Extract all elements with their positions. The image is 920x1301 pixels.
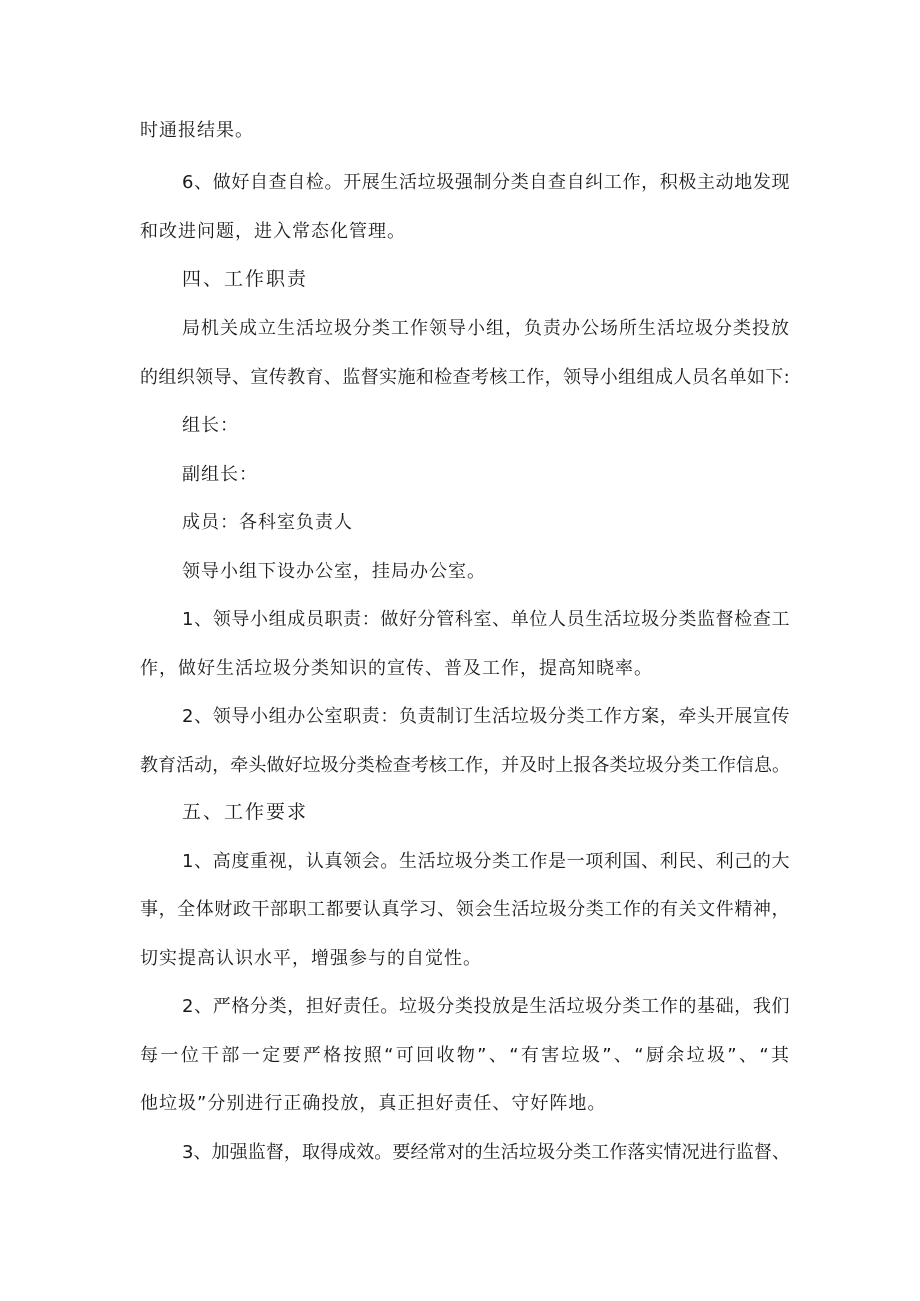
- paragraph-line: 作，做好生活垃圾分类知识的宣传、普及工作，提高知晓率。: [140, 658, 653, 679]
- paragraph-line: 1、领导小组成员职责：做好分管科室、单位人员生活垃圾分类监督检查工: [182, 609, 790, 630]
- paragraph-line: 的组织领导、宣传教育、监督实施和检查考核工作，领导小组组成人员名单如下:: [140, 367, 790, 388]
- paragraph-line: 切实提高认识水平，增强参与的自觉性。: [140, 948, 482, 969]
- paragraph-line: 1、高度重视，认真领会。生活垃圾分类工作是一项利国、利民、利己的大: [182, 851, 790, 872]
- paragraph-line: 局机关成立生活垃圾分类工作领导小组，负责办公场所生活垃圾分类投放: [182, 318, 790, 339]
- paragraph-line: 成员：各科室负责人: [182, 512, 353, 533]
- paragraph-line: 组长：: [182, 415, 239, 436]
- paragraph-line: 事，全体财政干部职工都要认真学习、领会生活垃圾分类工作的有关文件精神，: [140, 899, 790, 920]
- section-heading: 五、工作要求: [182, 801, 309, 823]
- paragraph-line: 2、领导小组办公室职责：负责制订生活垃圾分类工作方案，牵头开展宣传: [182, 706, 790, 727]
- paragraph-line: 副组长：: [182, 464, 258, 485]
- section-heading: 四、工作职责: [182, 268, 309, 290]
- paragraph-line: 领导小组下设办公室，挂局办公室。: [182, 561, 486, 582]
- paragraph-line: 2、严格分类，担好责任。垃圾分类投放是生活垃圾分类工作的基础，我们: [182, 996, 790, 1017]
- paragraph-line: 时通报结果。: [140, 120, 254, 141]
- paragraph-line: 每一位干部一定要严格按照“可回收物”、“有害垃圾”、“厨余垃圾”、“其: [140, 1045, 790, 1066]
- paragraph-line: 教育活动，牵头做好垃圾分类检查考核工作，并及时上报各类垃圾分类工作信息。: [140, 755, 790, 776]
- paragraph-line: 和改进问题，进入常态化管理。: [140, 221, 406, 242]
- paragraph-line: 3、加强监督，取得成效。要经常对的生活垃圾分类工作落实情况进行监督、: [182, 1142, 790, 1163]
- paragraph-line: 他垃圾”分别进行正确投放，真正担好责任、守好阵地。: [140, 1093, 607, 1114]
- paragraph-line: 6、做好自查自检。开展生活垃圾强制分类自查自纠工作，积极主动地发现: [182, 172, 790, 193]
